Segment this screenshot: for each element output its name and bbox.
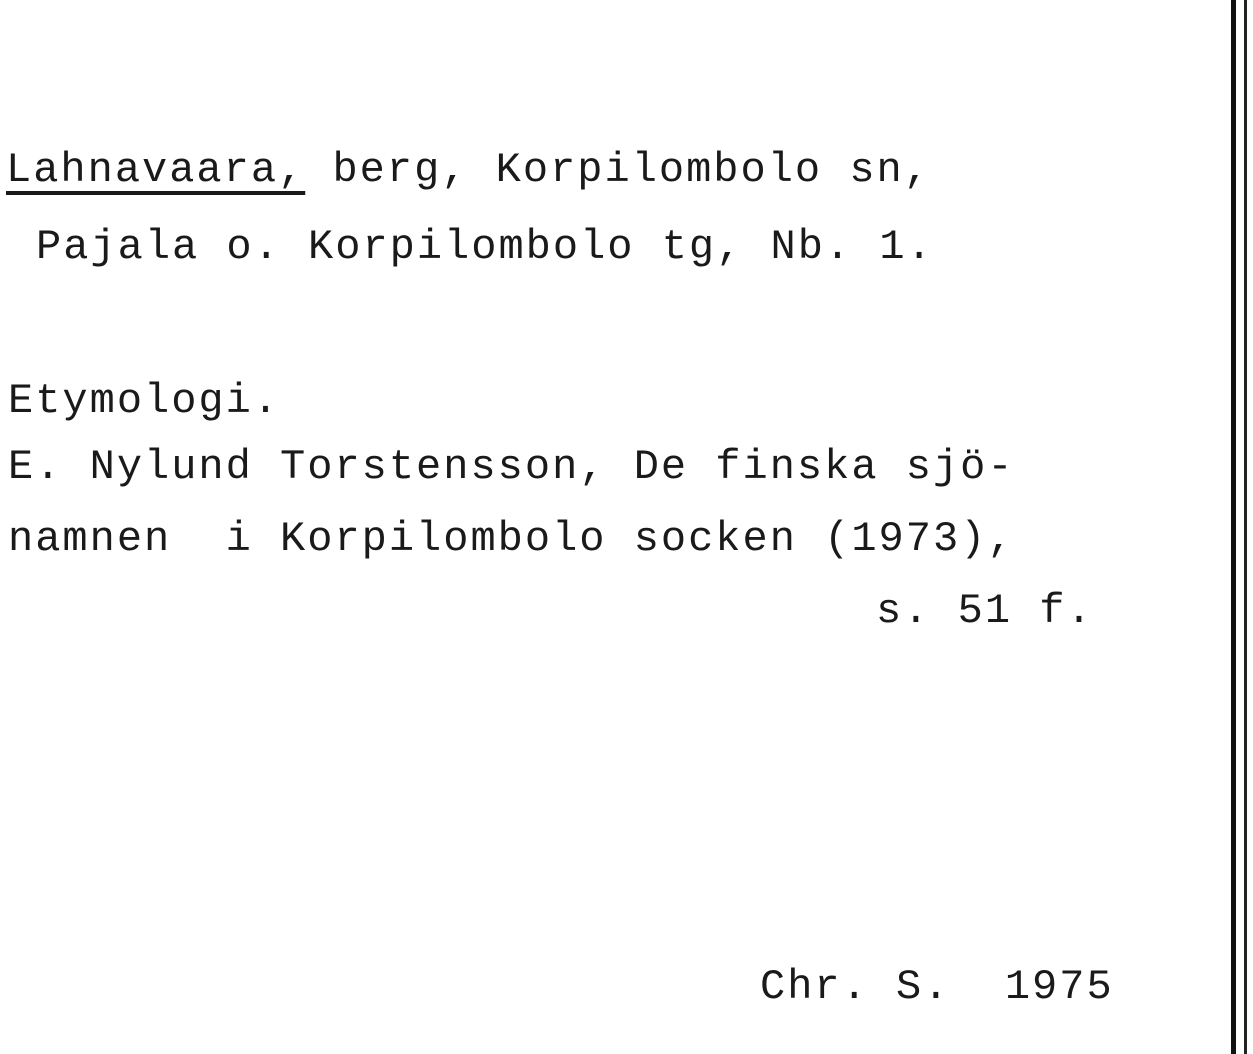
reference-line-1: E. Nylund Torstensson, De finska sjö- — [8, 443, 1015, 491]
section-label-etymology: Etymologi. — [8, 377, 281, 425]
card-edge-line — [1231, 0, 1236, 1054]
reference-page: s. 51 f. — [876, 587, 1094, 635]
entry-description: berg, Korpilombolo sn, — [305, 146, 931, 194]
entry-heading-line — [6, 145, 931, 195]
author-signature: Chr. S. 1975 — [760, 963, 1114, 1011]
reference-line-2: namnen i Korpilombolo socken (1973), — [8, 515, 1015, 563]
headword: Lahnavaara, — [6, 146, 306, 194]
entry-location-line: Pajala o. Korpilombolo tg, Nb. 1. — [36, 223, 934, 271]
scan-border-line — [1244, 0, 1247, 1054]
